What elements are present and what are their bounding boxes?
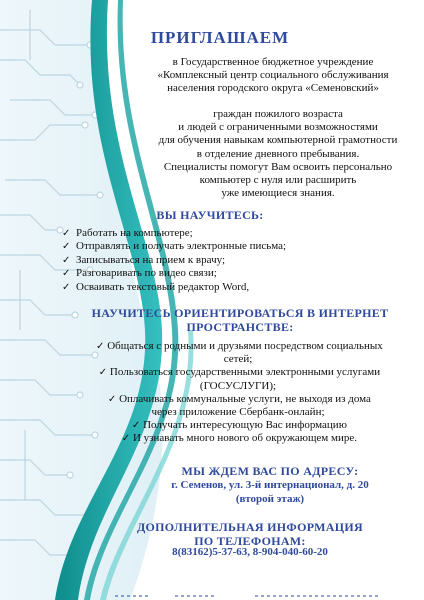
check-icon: ✓ xyxy=(62,228,71,239)
address-line: г. Семенов, ул. 3-й интернационал, д. 20 xyxy=(171,479,369,491)
list-item xyxy=(62,254,322,267)
list-item-text: (ГОСУСЛУГИ); xyxy=(199,379,277,392)
page-title: ПРИГЛАШАЕМ xyxy=(150,28,290,47)
learn-heading: ВЫ НАУЧИТЕСЬ: xyxy=(156,208,264,222)
list-item xyxy=(88,340,388,353)
invitation-line: Специалисты помогут Вам освоить персонально xyxy=(163,160,393,173)
learn-list xyxy=(62,227,322,294)
check-icon: ✓ xyxy=(131,420,141,432)
list-item-text: Общаться с родными и друзьями посредством социальных xyxy=(107,340,383,352)
internet-heading-line: НАУЧИТЕСЬ ОРИЕНТИРОВАТЬСЯ В ИНТЕРНЕТ xyxy=(91,306,389,320)
phone-line: 8(83162)5-37-63, 8-904-040-60-20 xyxy=(172,546,328,558)
organization-line: населения городского округа «Семеновский» xyxy=(167,82,379,95)
phone-numbers xyxy=(130,546,370,560)
internet-heading-line: ПРОСТРАНСТВЕ: xyxy=(186,320,294,334)
check-icon: ✓ xyxy=(62,254,71,266)
list-item-text: Оплачивать коммунальные услуги, не выходя из дома xyxy=(119,392,371,405)
list-item xyxy=(62,281,322,294)
invitation-text xyxy=(150,108,406,200)
list-item-continuation xyxy=(88,353,388,366)
address-heading: МЫ ЖДЕМ ВАС ПО АДРЕСУ: xyxy=(181,464,359,478)
invitation-line: компьютер с нуля или расширить xyxy=(199,174,357,187)
invitation-line: в отделение дневного пребывания. xyxy=(196,147,360,160)
contact-heading xyxy=(130,520,370,548)
list-item-text: через приложение Сбербанк-онлайн; xyxy=(151,406,325,419)
invitation-line: для обучения навыкам компьютерной грамотности xyxy=(158,134,398,147)
check-icon: ✓ xyxy=(62,281,71,293)
list-item-text: Получать интересующую Вас информацию xyxy=(143,419,347,432)
list-item-text: Записываться на прием к врачу; xyxy=(76,253,226,266)
internet-list xyxy=(88,340,388,446)
list-item xyxy=(88,432,388,445)
list-item xyxy=(62,267,322,280)
contact-heading-line: ДОПОЛНИТЕЛЬНАЯ ИНФОРМАЦИЯ xyxy=(136,520,364,534)
check-icon: ✓ xyxy=(121,433,131,445)
list-item xyxy=(62,227,322,240)
list-item-text: Разговаривать по видео связи; xyxy=(76,267,217,280)
list-item xyxy=(88,366,388,379)
list-item xyxy=(88,393,388,406)
check-icon: ✓ xyxy=(62,268,71,280)
list-item xyxy=(88,419,388,432)
check-icon: ✓ xyxy=(62,241,71,253)
check-icon: ✓ xyxy=(107,393,117,405)
internet-heading xyxy=(90,306,390,334)
organization-line: в Государственное бюджетное учреждение xyxy=(172,56,374,68)
invitation-line: граждан пожилого возраста xyxy=(213,108,343,120)
check-icon: ✓ xyxy=(95,341,105,352)
list-item-text: Работать на компьютере; xyxy=(76,227,193,239)
list-item-text: И узнавать много нового об окружающем мире. xyxy=(132,432,357,445)
contact-heading-line: ПО ТЕЛЕФОНАМ: xyxy=(194,534,306,548)
address-block xyxy=(150,479,390,506)
list-item-continuation xyxy=(88,406,388,419)
list-item xyxy=(62,240,322,253)
invitation-line: уже имеющиеся знания. xyxy=(221,187,335,200)
list-item-text: Пользоваться государственными электронными услугами xyxy=(109,366,381,379)
list-item-text: Осваивать текстовый редактор Word, xyxy=(76,280,250,293)
organization-name xyxy=(148,56,398,96)
organization-line: «Комплексный центр социального обслуживания xyxy=(157,69,389,82)
list-item-text: Отправлять и получать электронные письма; xyxy=(76,240,287,253)
invitation-line: и людей с ограниченными возможностями xyxy=(178,121,378,134)
list-item-continuation xyxy=(88,380,388,393)
list-item-text: сетей; xyxy=(223,353,253,366)
check-icon: ✓ xyxy=(98,367,108,379)
address-floor: (второй этаж) xyxy=(235,492,305,505)
